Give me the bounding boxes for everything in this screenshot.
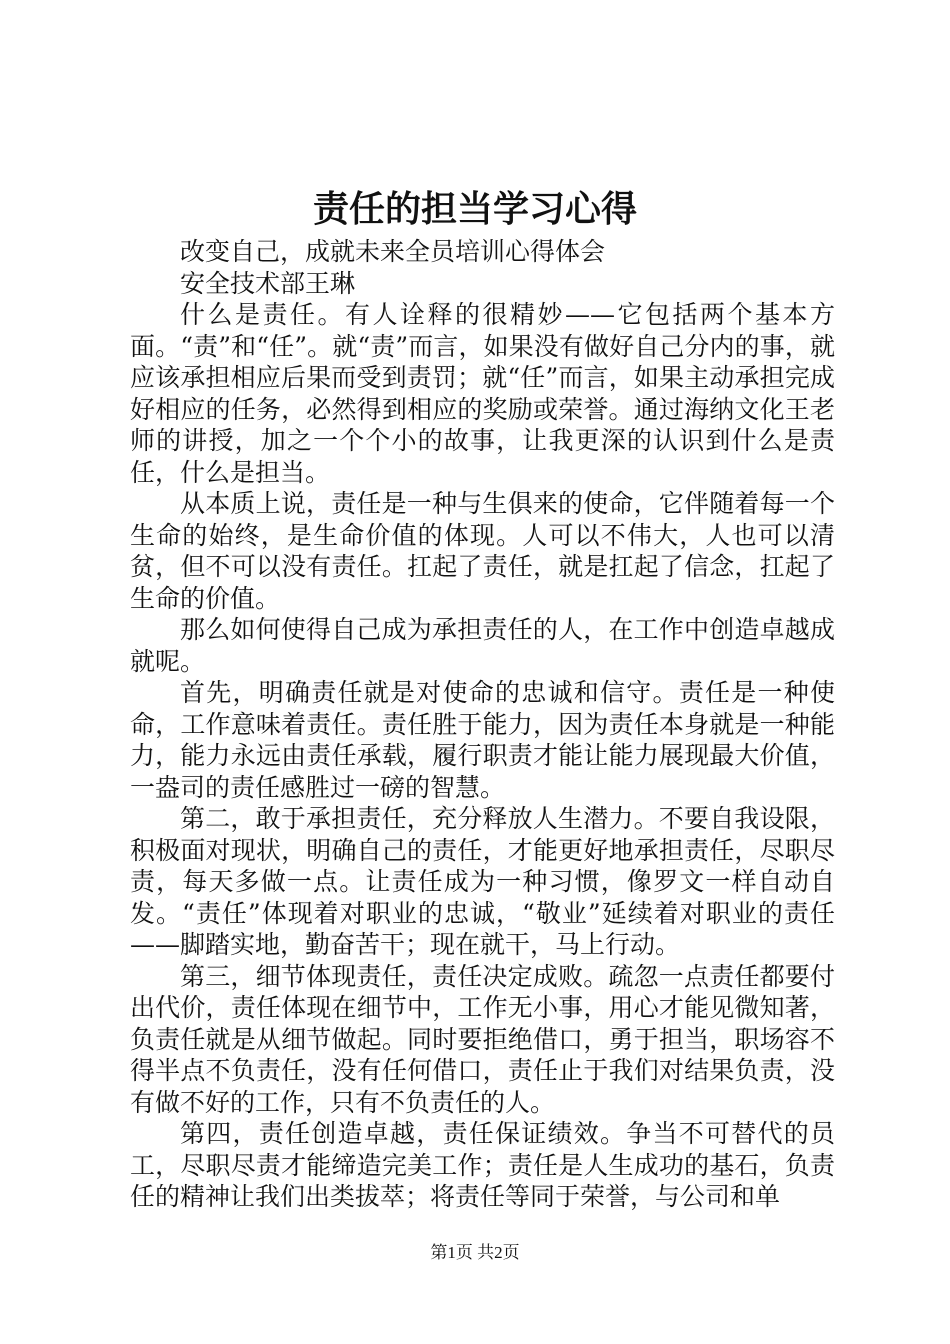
page-number-footer: 第1页 共2页 xyxy=(430,1243,520,1262)
body-paragraph: 那么如何使得自己成为承担责任的人，在工作中创造卓越成就呢。 xyxy=(130,615,835,676)
body-paragraph: 第三，细节体现责任，责任决定成败。疏忽一点责任都要付出代价，责任体现在细节中，工作无小事，用心才能见微知著，负责任就是从细节做起。同时要拒绝借口，勇于担当，职场容不得半点不负责任，没有任何借口，责任止于我们对结果负责，没有做不好的工作，只有不负责任的人。 xyxy=(130,961,835,1117)
body-paragraph: 第四，责任创造卓越，责任保证绩效。争当不可替代的员工，尽职尽责才能缔造完美工作；责任是人生成功的基石，负责任的精神让我们出类拔萃；将责任等同于荣誉，与公司和单 xyxy=(130,1119,835,1211)
body-paragraph: 第二，敢于承担责任，充分释放人生潜力。不要自我设限，积极面对现状，明确自己的责任，才能更好地承担责任，尽职尽责，每天多做一点。让责任成为一种习惯，像罗文一样自动自发。“责任”体现着对职业的忠诚，“敬业”延续着对职业的责任——脚踏实地，勤奋苦干；现在就干，马上行动。 xyxy=(130,804,835,959)
author-paragraph: 安全技术部王琳 xyxy=(180,268,356,298)
body-paragraph: 从本质上说，责任是一种与生俱来的使命，它伴随着每一个生命的始终，是生命价值的体现。人可以不伟大，人也可以清贫，但不可以没有责任。扛起了责任，就是扛起了信念，扛起了生命的价值。 xyxy=(130,489,835,613)
body-paragraph: 首先，明确责任就是对使命的忠诚和信守。责任是一种使命，工作意味着责任。责任胜于能力，因为责任本身就是一种能力，能力永远由责任承载，履行职责才能让能力展现最大价值，一盎司的责任感胜过一磅的智慧。 xyxy=(130,678,835,802)
subtitle-paragraph: 改变自己，成就未来全员培训心得体会 xyxy=(180,237,606,266)
document-title: 责任的担当学习心得 xyxy=(312,188,637,230)
document-body xyxy=(130,236,835,1213)
body-paragraph: 什么是责任。有人诠释的很精妙——它包括两个基本方面。“责”和“任”。就“责”而言，如果没有做好自己分内的事，就应该承担相应后果而受到责罚；就“任”而言，如果主动承担完成好相应的任务，必然得到相应的奖励或荣誉。通过海纳文化王老师的讲授，加之一个个小的故事，让我更深的认识到什么是责任，什么是担当。 xyxy=(130,300,835,487)
